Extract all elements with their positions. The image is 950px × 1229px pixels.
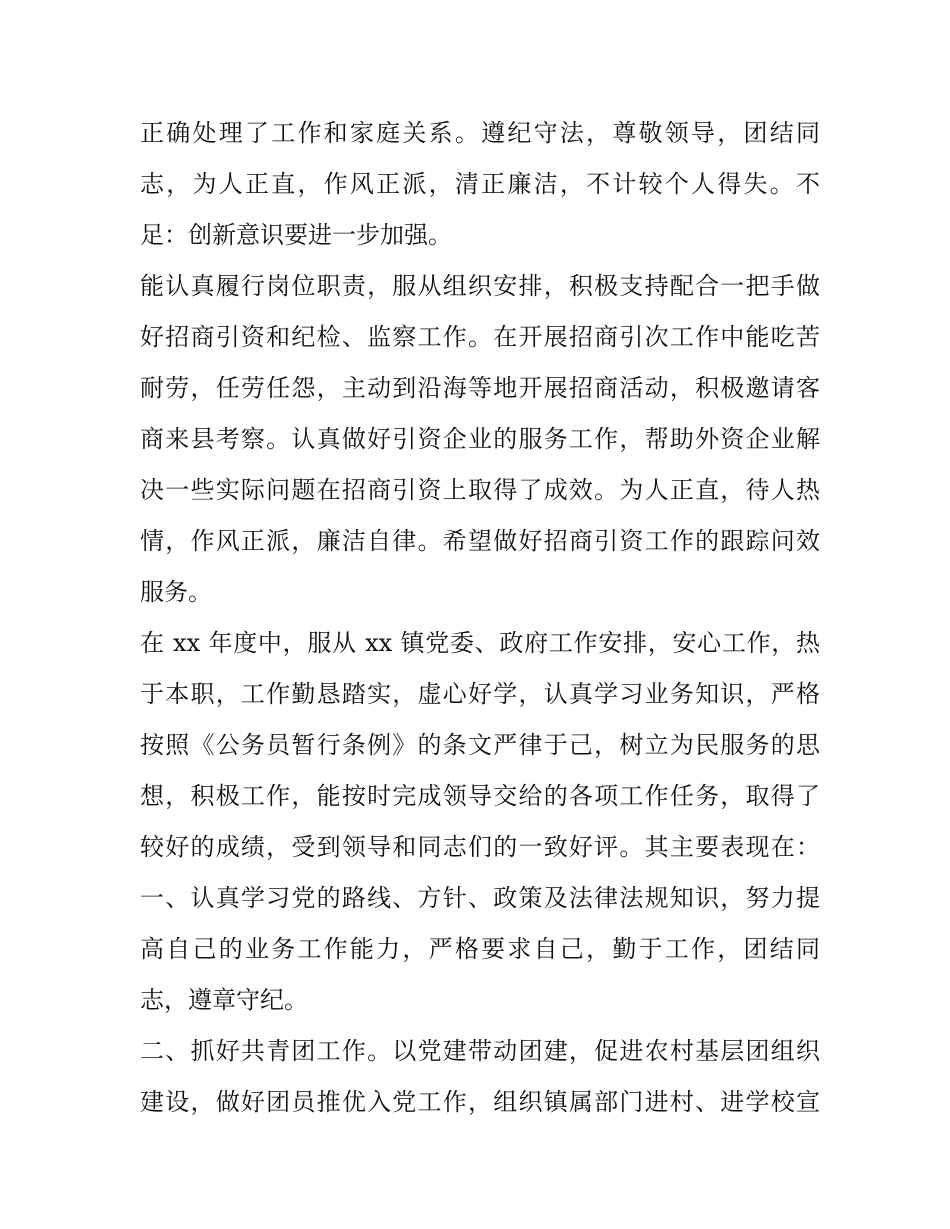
text-line: 正确处理了工作和家庭关系。遵纪守法，尊敬领导，团结同 bbox=[140, 119, 820, 147]
paragraph-4 bbox=[140, 873, 820, 1026]
paragraph-1 bbox=[140, 108, 820, 261]
text-line: 情，作风正派，廉洁自律。希望做好招商引资工作的跟踪问效 bbox=[140, 527, 820, 555]
text-line: 好招商引资和纪检、监察工作。在开展招商引次工作中能吃苦 bbox=[140, 323, 820, 351]
text-line: 在 xx 年度中，服从 xx 镇党委、政府工作安排，安心工作，热 bbox=[140, 629, 820, 657]
text-line: 足：创新意识要进一步加强。 bbox=[140, 221, 452, 249]
paragraph-3 bbox=[140, 618, 820, 873]
document-body bbox=[140, 108, 820, 1128]
text-line: 服务。 bbox=[140, 578, 212, 606]
paragraph-5 bbox=[140, 1026, 820, 1128]
text-line: 一、认真学习党的路线、方针、政策及法律法规知识，努力提 bbox=[140, 884, 820, 912]
text-line: 按照《公务员暂行条例》的条文严律于己，树立为民服务的思 bbox=[140, 731, 820, 759]
text-line: 较好的成绩，受到领导和同志们的一致好评。其主要表现在： bbox=[140, 833, 820, 861]
text-line: 想，积极工作，能按时完成领导交给的各项工作任务，取得了 bbox=[140, 782, 820, 810]
text-line: 耐劳，任劳任怨，主动到沿海等地开展招商活动，积极邀请客 bbox=[140, 374, 820, 402]
text-line: 决一些实际问题在招商引资上取得了成效。为人正直，待人热 bbox=[140, 476, 820, 504]
text-line: 高自己的业务工作能力，严格要求自己，勤于工作，团结同 bbox=[140, 935, 820, 963]
text-line: 二、抓好共青团工作。以党建带动团建，促进农村基层团组织 bbox=[140, 1037, 820, 1065]
text-line: 商来县考察。认真做好引资企业的服务工作，帮助外资企业解 bbox=[140, 425, 820, 453]
text-line: 建设，做好团员推优入党工作，组织镇属部门进村、进学校宣 bbox=[140, 1088, 820, 1116]
text-line: 能认真履行岗位职责，服从组织安排，积极支持配合一把手做 bbox=[140, 272, 820, 300]
text-line: 于本职，工作勤恳踏实，虚心好学，认真学习业务知识，严格 bbox=[140, 680, 820, 708]
paragraph-2 bbox=[140, 261, 820, 618]
text-line: 志，为人正直，作风正派，清正廉洁，不计较个人得失。不 bbox=[140, 170, 820, 198]
text-line: 志，遵章守纪。 bbox=[140, 986, 308, 1014]
